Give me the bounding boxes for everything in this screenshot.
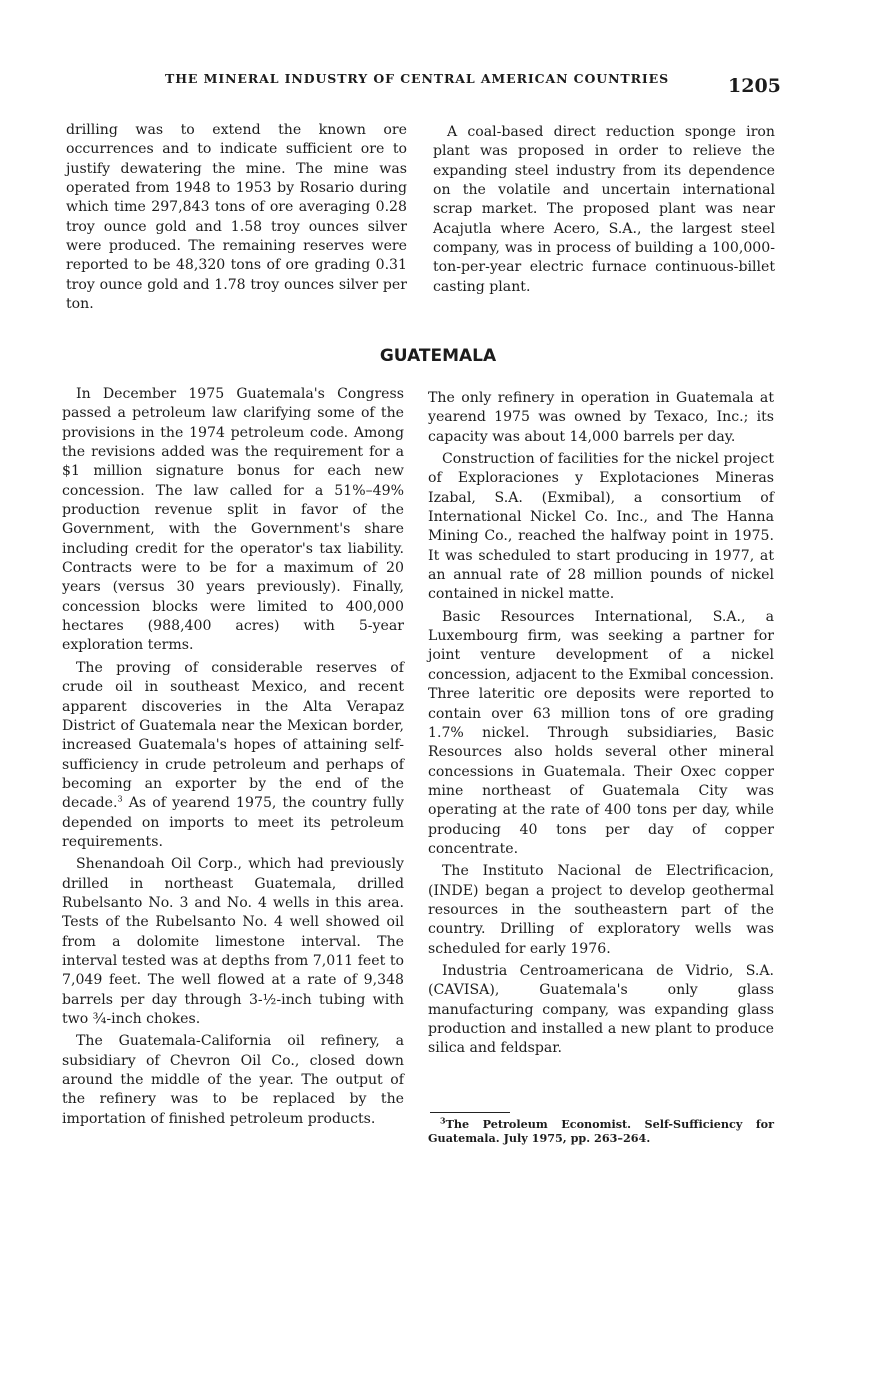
footnote-divider (430, 1112, 510, 1113)
top-right-column (433, 123, 775, 297)
footnote-marker: 3 (440, 1115, 446, 1126)
paragraph-text: The proving of considerable reserves of crude oil in southeast Mexico, and recent apparent discoveries in the Alta Verapaz District of Guatemala near the Mexican border, increased Guatemala's hopes of attaining self-sufficiency in crude petroleum and perhaps of becoming an exporter by the end of the decade. (62, 659, 404, 812)
paragraph: Basic Resources International, S.A., a Luxembourg firm, was seeking a partner for joint venture development of a nickel concession, adjacent to the Exmibal concession. Three lateritic ore deposits were reported to contain over 63 million tons of ore grading 1.7% nickel. Through subsidiaries, Basic Resources also holds several other mineral concessions in Guatemala. Their Oxec copper mine northeast of Guatemala City was operating at the rate of 400 tons per day, while producing 40 tons per day of copper concentrate. (428, 608, 774, 857)
paragraph: A coal-based direct reduction sponge iron plant was proposed in order to relieve the expanding steel industry from its dependence on the volatile and uncertain international scrap market. The proposed plant was near Acajutla where Acero, S.A., the largest steel company, was in process of building a 100,000-ton-per-year electric furnace continuous-billet casting plant. (433, 124, 775, 295)
paragraph: Construction of facilities for the nickel project of Exploraciones y Explotaciones Mineras Izabal, S.A. (Exmibal), a consortium of International Nickel Co. Inc., and The Hanna Mining Co., reached the halfway point in 1975. It was scheduled to start producing in 1977, at an annual rate of 28 million pounds of nickel contained in nickel matte. (428, 451, 774, 603)
paragraph: drilling was to extend the known ore occurrences and to indicate sufficient ore to justify dewatering the mine. The mine was operated from 1948 to 1953 by Rosario during which time 297,843 tons of ore averaging 0.28 troy ounce gold and 1.58 troy ounces silver were produced. The remaining reserves were reported to be 48,320 tons of ore grading 0.31 troy ounce gold and 1.78 troy ounces silver per ton. (66, 122, 407, 313)
paragraph: Industria Centroamericana de Vidrio, S.A. (CAVISA), Guatemala's only glass manufacturing company, was expanding glass production and installed a new plant to produce silica and feldspar. (428, 962, 774, 1057)
paragraph (62, 659, 404, 852)
page-number: 1205 (728, 75, 781, 97)
paragraph: Shenandoah Oil Corp., which had previously drilled in northeast Guatemala, drilled Rubelsanto No. 3 and No. 4 wells in this area. Tests of the Rubelsanto No. 4 well showed oil from a dolomite limestone interval. The interval tested was at depths from 7,011 feet to 7,049 feet. The well flowed at a rate of 9,348 barrels per day through 3-½-inch tubing with two ¾-inch chokes. (62, 856, 404, 1027)
paragraph: The Guatemala-California oil refinery, a subsidiary of Chevron Oil Co., closed down around the middle of the year. The output of the refinery was to be replaced by the importation of finished petroleum products. (62, 1033, 404, 1127)
footnote (428, 1117, 774, 1145)
running-head: THE MINERAL INDUSTRY OF CENTRAL AMERICAN COUNTRIES (165, 71, 670, 86)
paragraph-text: As of yearend 1975, the country fully depended on imports to meet its petroleum requirements. (62, 795, 404, 850)
right-column (428, 389, 774, 1059)
section-heading: GUATEMALA (379, 346, 497, 366)
paragraph: In December 1975 Guatemala's Congress passed a petroleum law clarifying some of the provisions in the 1974 petroleum code. Among the revisions added was the requirement for a $1 million signature bonus for each new concession. The law called for a 51%–49% production revenue split in favor of the Government, with the Government's share including credit for the operator's tax liability. Contracts were to be for a maximum of 20 years (versus 30 years previously). Finally, concession blocks were limited to 400,000 hectares (988,400 acres) with 5-year exploration terms. (62, 386, 404, 654)
left-column (62, 385, 404, 1129)
footnote-text: The Petroleum Economist. Self-Sufficiency for Guatemala. July 1975, pp. 263–264. (428, 1117, 774, 1145)
paragraph: The Instituto Nacional de Electrificacion, (INDE) began a project to develop geothermal resources in the southeastern part of the country. Drilling of exploratory wells was scheduled for early 1976. (428, 863, 774, 957)
paragraph: The only refinery in operation in Guatemala at yearend 1975 was owned by Texaco, Inc.; its capacity was about 14,000 barrels per day. (428, 390, 774, 445)
footnote-reference: 3 (117, 794, 123, 804)
top-left-column (66, 121, 407, 314)
